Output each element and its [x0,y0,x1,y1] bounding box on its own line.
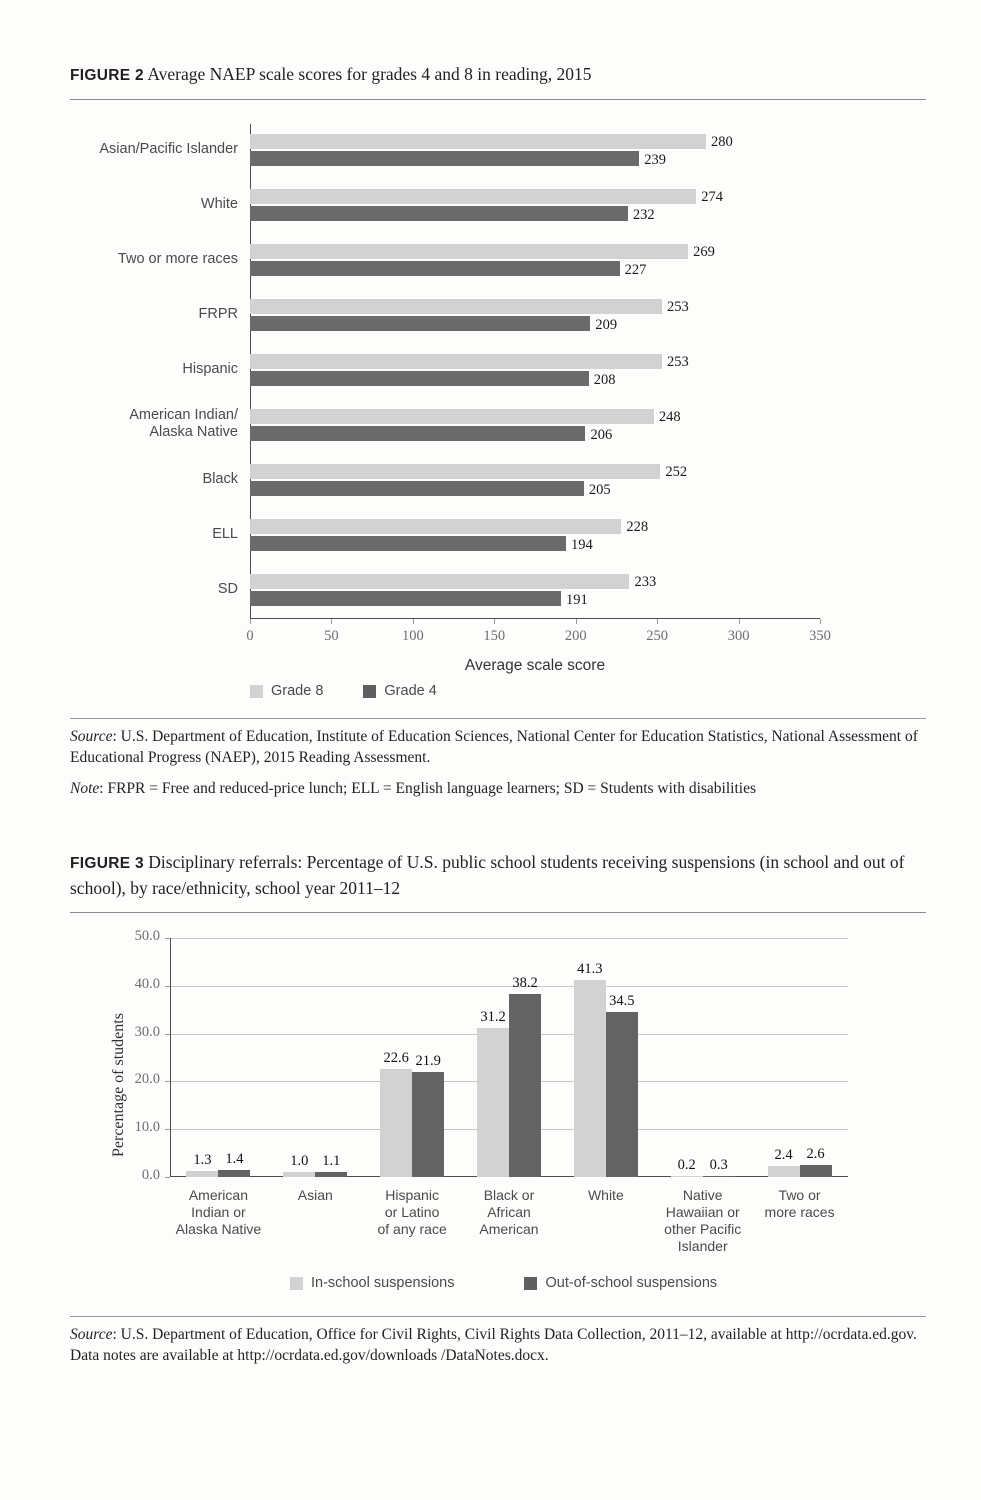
figure3-gridline-top [171,938,848,939]
figure2-legend-label: Grade 4 [384,683,437,699]
figure2-bar-value-grade4: 208 [593,372,616,388]
figure2-bar-value-grade4: 206 [590,427,613,443]
figure3-category-label: Asian [297,1187,333,1203]
figure3-bar-in-school [380,1069,412,1177]
figure2-bar-value-grade4: 239 [644,152,666,168]
figure3-bar-value-in-school: 2.4 [774,1146,793,1163]
figure2-bar-value-grade4: 191 [566,592,588,608]
figure2-category-label: FRPR [198,305,238,322]
figure3-legend [290,1275,787,1291]
figure3-category-label: Two or more races [764,1187,835,1220]
figure2-label: FIGURE 2 [70,67,144,84]
figure2-legend-label: Grade 8 [271,683,324,699]
figure3-y-tickmark [165,1081,170,1082]
figure3-bar-value-in-school: 0.2 [677,1157,696,1174]
figure3-y-tickmark [165,1034,170,1035]
figure3-legend-label: In-school suspensions [311,1275,455,1291]
figure3-y-tickmark [165,938,170,939]
figure3-bar-value-out-of-school: 2.6 [806,1145,825,1162]
figure3-bar-in-school [671,1176,703,1177]
figure2-bar-value-grade4: 194 [570,537,593,553]
figure3-bar-in-school [477,1028,509,1177]
figure2-x-tick-label: 300 [727,628,750,644]
figure3-bar-value-out-of-school: 34.5 [609,993,635,1010]
figure2-bar-value-grade4: 232 [632,207,655,223]
legend-swatch-in-school-icon [290,1277,303,1290]
figure3-y-tickmark [165,986,170,987]
figure3-bar-in-school [768,1166,800,1177]
figure3-y-tickmark [165,1177,170,1178]
figure2-category-label: Two or more races [117,250,238,267]
figure2-x-axis-title: Average scale score [464,657,606,674]
figure2-category-label: Asian/Pacific Islander [99,140,238,157]
figure3-bar-value-out-of-school: 1.4 [225,1151,244,1168]
figure2-note-text: : FRPR = Free and reduced-price lunch; ELL = English language learners; SD = Students with disabilities [99,780,757,797]
figure2-x-tick-label: 150 [483,628,506,644]
figure2-bar-value-grade8: 233 [634,574,657,590]
figure2-bar-value-grade4: 227 [624,262,647,278]
figure3-y-tick-label: 10.0 [134,1119,160,1136]
figure3-category-label: American Indian or Alaska Native [175,1187,262,1237]
figure3-bar-value-in-school: 41.3 [577,960,603,977]
figure2-x-tick-label: 350 [809,628,831,644]
figure3-bar-out-of-school [606,1012,638,1177]
legend-swatch-out-of-school-icon [524,1277,537,1290]
figure3-source-text: : U.S. Department of Education, Office for Civil Rights, Civil Rights Data Collection, 2011–12, available at http://ocrdata.ed.gov. Data notes are available at http://ocrdata.ed.gov/downloads /DataNotes.docx. [70,1326,917,1364]
figure2-note-label: Note [70,780,100,797]
figure2-bar-value-grade8: 228 [626,519,649,535]
figure2-bar-value-grade8: 274 [701,189,723,205]
figure3-category-label: Native Hawaiian or other Pacific Islander [664,1187,742,1254]
figure2-title-text: Average NAEP scale scores for grades 4 and 8 in reading, 2015 [147,64,592,84]
figure3-source-label: Source [70,1326,113,1343]
figure2-bar-value-grade8: 252 [665,464,688,480]
figure2-bar-value-grade8: 248 [658,409,681,425]
figure3-bar-value-out-of-school: 38.2 [512,975,538,992]
figure3-bar-in-school [283,1172,315,1177]
figure3-bar-out-of-school [218,1170,250,1177]
figure3-title-text: Disciplinary referrals: Percentage of U.S. public school students receiving suspensions (in school and out of school), by race/ethnicity, school year 2011–12 [70,852,905,898]
figure2-bar-value-grade8: 280 [711,134,733,150]
figure3-bar-value-out-of-school: 1.1 [322,1152,341,1169]
figure3-category-label: White [587,1187,624,1203]
figure3-bar-out-of-school [703,1176,735,1177]
figure3-bar-out-of-school [412,1072,444,1177]
figure2-bar-value-grade8: 269 [693,244,715,260]
figure2-category-label: SD [217,580,238,597]
figure3-bar-value-in-school: 22.6 [383,1049,409,1066]
figure3-source-block [70,1324,930,1376]
figure3-y-tick-label: 50.0 [134,928,160,944]
figure2-x-tick-label: 0 [246,628,254,644]
figure3-bar-value-in-school: 31.2 [480,1008,506,1025]
figure2-x-tick-label: 100 [401,628,424,644]
figure3-bar-value-out-of-school: 21.9 [415,1053,441,1070]
figure3-bar-in-school [574,980,606,1177]
figure2-x-tick-label: 200 [564,628,587,644]
figure3-y-tick-label: 0.0 [141,1167,160,1183]
figure2-bar-value-grade4: 205 [588,482,611,498]
figure3-bar-in-school [186,1171,218,1177]
figure3-y-tickmark [165,1129,170,1130]
figure3-source [70,1324,930,1366]
figure3-y-tick-label: 20.0 [134,1071,160,1088]
figure3-source-rule [70,1316,926,1317]
figure2-bar-value-grade8: 253 [667,299,689,315]
figure2-category-label: Black [202,470,238,487]
figure3-y-tick-label: 40.0 [134,975,160,992]
figure3-legend-label: Out-of-school suspensions [545,1275,718,1291]
figure2-category-label: ELL [212,525,238,542]
figure2-x-tick-label: 250 [646,628,669,644]
figure3-y-tick-label: 30.0 [134,1023,160,1040]
figure3-bar-out-of-school [315,1172,347,1177]
figure3-bar-value-out-of-school: 0.3 [709,1156,728,1173]
figure2-x-tick-label: 50 [324,628,339,644]
figure2-category-label: Hispanic [182,360,238,377]
figure2-source-text: : U.S. Department of Education, Institute of Education Sciences, National Center for Education Statistics, National Assessment of Educational Progress (NAEP), 2015 Reading Assessment. [70,728,918,766]
figure2-source-label: Source [70,728,113,745]
figure3-category-label: Black or African American [479,1187,539,1237]
figure3-label: FIGURE 3 [70,855,144,872]
figure3-category-label: Hispanic or Latino of any race [377,1187,447,1237]
figure3-legend-item [290,1275,454,1291]
figure2-bar-value-grade4: 209 [595,317,618,333]
figure2-category-label: American Indian/ Alaska Native [129,407,238,440]
figure2-category-label: White [200,195,238,212]
figure3-bar-value-in-school: 1.0 [290,1153,309,1170]
figure2-bar-value-grade8: 253 [667,354,689,370]
figure3-bar-out-of-school [800,1165,832,1177]
figure3-y-axis-title: Percentage of students [110,1013,127,1157]
figure3-bar-value-in-school: 1.3 [193,1151,212,1168]
figure3-legend-item [524,1275,717,1291]
